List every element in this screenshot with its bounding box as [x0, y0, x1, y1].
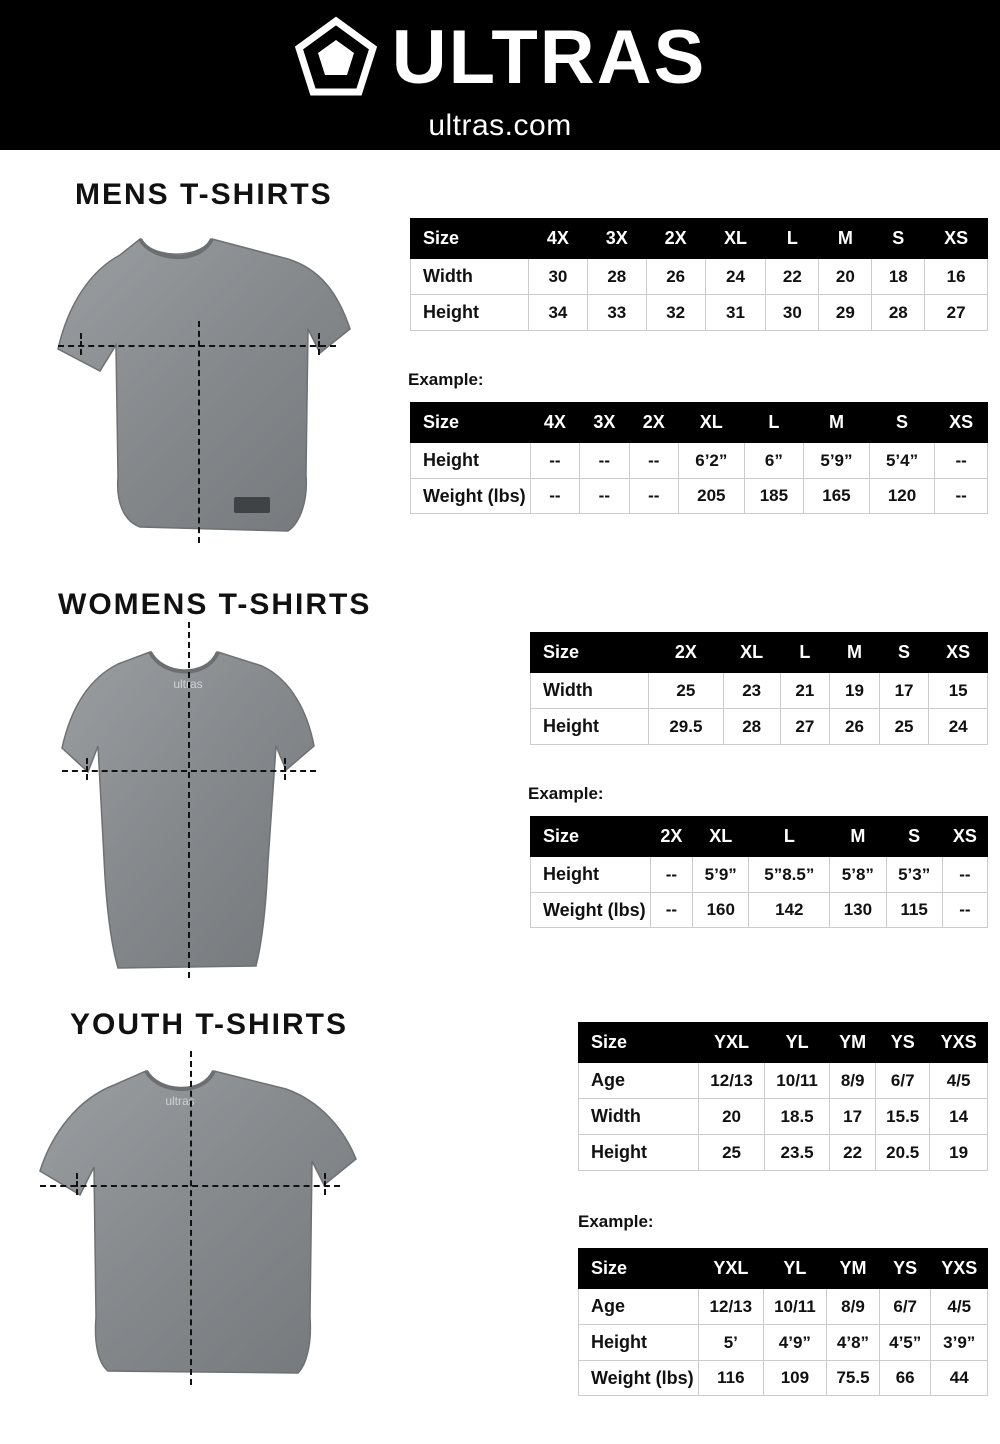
- cell: 22: [830, 1135, 876, 1171]
- col-header: YM: [830, 1023, 876, 1063]
- cell: 23: [723, 673, 780, 709]
- cell: 24: [929, 709, 988, 745]
- row-label: Age: [579, 1063, 699, 1099]
- cell: --: [530, 479, 579, 514]
- cell: 12/13: [699, 1289, 764, 1325]
- cell: 5”8.5”: [749, 857, 830, 893]
- cell: 26: [646, 259, 705, 295]
- cell: 10/11: [763, 1289, 826, 1325]
- cell: 130: [830, 893, 886, 928]
- row-label: Age: [579, 1289, 699, 1325]
- cell: 4’5”: [879, 1325, 931, 1361]
- col-header: XL: [723, 633, 780, 673]
- col-header: YXS: [931, 1249, 988, 1289]
- cell: 27: [780, 709, 830, 745]
- brand-domain: ultras.com: [428, 109, 572, 142]
- cell: --: [650, 857, 692, 893]
- cell: 29: [819, 295, 872, 331]
- row-label: Width: [579, 1099, 699, 1135]
- cell: 4/5: [931, 1289, 988, 1325]
- cell: 6/7: [876, 1063, 930, 1099]
- cell: 205: [679, 479, 745, 514]
- cell: 6/7: [879, 1289, 931, 1325]
- cell: 18.5: [765, 1099, 830, 1135]
- col-header: Size: [411, 219, 529, 259]
- cell: 5’3”: [886, 857, 942, 893]
- table-row: [531, 709, 988, 745]
- col-header: YM: [827, 1249, 880, 1289]
- mens-size-table: [410, 218, 988, 331]
- cell: 20: [699, 1099, 765, 1135]
- table-row: [579, 1361, 988, 1396]
- table-header-row: [411, 219, 988, 259]
- col-header: XS: [935, 403, 988, 443]
- cell: 20: [819, 259, 872, 295]
- cell: 5’: [699, 1325, 764, 1361]
- col-header: XS: [925, 219, 988, 259]
- cell: 15: [929, 673, 988, 709]
- cell: 44: [931, 1361, 988, 1396]
- mens-tshirt-illustration: [20, 225, 370, 545]
- cell: 21: [780, 673, 830, 709]
- row-label: Height: [579, 1325, 699, 1361]
- cell: 25: [699, 1135, 765, 1171]
- cell: 165: [804, 479, 870, 514]
- womens-example-label: Example:: [528, 784, 604, 803]
- row-label: Width: [531, 673, 649, 709]
- cell: 185: [744, 479, 804, 514]
- cell: 75.5: [827, 1361, 880, 1396]
- col-header: 4X: [530, 403, 579, 443]
- col-header: M: [819, 219, 872, 259]
- womens-tshirt-illustration: [40, 630, 340, 980]
- row-label: Height: [579, 1135, 699, 1171]
- svg-text:ultras: ultras: [173, 677, 203, 691]
- col-header: XL: [705, 219, 766, 259]
- row-label: Height: [411, 443, 531, 479]
- cell: 5’8”: [830, 857, 886, 893]
- col-header: XS: [942, 817, 987, 857]
- table-row: [579, 1063, 988, 1099]
- table-header-row: [531, 817, 988, 857]
- col-header: YL: [765, 1023, 830, 1063]
- cell: 19: [930, 1135, 988, 1171]
- svg-text:ultras: ultras: [165, 1094, 195, 1108]
- cell: 4’9”: [763, 1325, 826, 1361]
- cell: 115: [886, 893, 942, 928]
- cell: --: [580, 443, 629, 479]
- col-header: XL: [693, 817, 749, 857]
- col-header: Size: [579, 1023, 699, 1063]
- col-header: L: [766, 219, 819, 259]
- cell: 23.5: [765, 1135, 830, 1171]
- col-header: XS: [929, 633, 988, 673]
- col-header: YL: [763, 1249, 826, 1289]
- col-header: Size: [411, 403, 531, 443]
- table-row: [411, 479, 988, 514]
- cell: 66: [879, 1361, 931, 1396]
- col-header: M: [830, 817, 886, 857]
- table-row: [579, 1325, 988, 1361]
- womens-example-table: [530, 816, 988, 928]
- cell: 30: [766, 295, 819, 331]
- cell: 4/5: [930, 1063, 988, 1099]
- col-header: M: [830, 633, 880, 673]
- cell: 8/9: [827, 1289, 880, 1325]
- col-header: 2X: [650, 817, 692, 857]
- row-label: Width: [411, 259, 529, 295]
- table-row: [579, 1289, 988, 1325]
- row-label: Weight (lbs): [531, 893, 651, 928]
- cell: 14: [930, 1099, 988, 1135]
- col-header: YS: [879, 1249, 931, 1289]
- cell: 4’8”: [827, 1325, 880, 1361]
- brand-block: [0, 16, 1000, 143]
- brand-title: ULTRAS: [391, 15, 707, 100]
- cell: 10/11: [765, 1063, 830, 1099]
- cell: 3’9”: [931, 1325, 988, 1361]
- cell: --: [629, 443, 678, 479]
- cell: 160: [693, 893, 749, 928]
- col-header: YXL: [699, 1023, 765, 1063]
- table-row: [531, 673, 988, 709]
- table-row: [411, 295, 988, 331]
- cell: 29.5: [649, 709, 724, 745]
- youth-tshirt-illustration: [18, 1055, 378, 1385]
- cell: 25: [649, 673, 724, 709]
- section-title-youth: YOUTH T-SHIRTS: [70, 1008, 349, 1041]
- col-header: Size: [531, 817, 651, 857]
- cell: 8/9: [830, 1063, 876, 1099]
- cell: --: [530, 443, 579, 479]
- cell: 33: [587, 295, 646, 331]
- col-header: YS: [876, 1023, 930, 1063]
- cell: 31: [705, 295, 766, 331]
- col-header: 4X: [529, 219, 588, 259]
- col-header: S: [886, 817, 942, 857]
- col-header: YXS: [930, 1023, 988, 1063]
- cell: --: [935, 443, 988, 479]
- col-header: S: [872, 219, 925, 259]
- col-header: YXL: [699, 1249, 764, 1289]
- table-header-row: [411, 403, 988, 443]
- cell: 28: [723, 709, 780, 745]
- cell: --: [935, 479, 988, 514]
- cell: 34: [529, 295, 588, 331]
- cell: 22: [766, 259, 819, 295]
- mens-example-table: [410, 402, 988, 514]
- cell: 5’9”: [804, 443, 870, 479]
- cell: 28: [872, 295, 925, 331]
- section-title-womens: WOMENS T-SHIRTS: [58, 588, 372, 621]
- row-label: Height: [531, 857, 651, 893]
- row-label: Height: [411, 295, 529, 331]
- cell: 15.5: [876, 1099, 930, 1135]
- page-header: [0, 0, 1000, 150]
- row-label: Height: [531, 709, 649, 745]
- row-label: Weight (lbs): [579, 1361, 699, 1396]
- table-row: [531, 893, 988, 928]
- col-header: L: [749, 817, 830, 857]
- youth-example-table: [578, 1248, 988, 1396]
- table-row: [411, 259, 988, 295]
- cell: 116: [699, 1361, 764, 1396]
- cell: 26: [830, 709, 880, 745]
- table-header-row: [579, 1249, 988, 1289]
- cell: 142: [749, 893, 830, 928]
- mens-example-label: Example:: [408, 370, 484, 389]
- col-header: 2X: [646, 219, 705, 259]
- table-row: [411, 443, 988, 479]
- cell: --: [942, 893, 987, 928]
- cell: 5’9”: [693, 857, 749, 893]
- col-header: L: [744, 403, 804, 443]
- womens-size-table: [530, 632, 988, 745]
- pentagon-logo-icon: [294, 16, 378, 100]
- cell: 120: [869, 479, 935, 514]
- col-header: Size: [579, 1249, 699, 1289]
- cell: 17: [830, 1099, 876, 1135]
- col-header: M: [804, 403, 870, 443]
- cell: 27: [925, 295, 988, 331]
- col-header: XL: [679, 403, 745, 443]
- col-header: L: [780, 633, 830, 673]
- cell: --: [629, 479, 678, 514]
- table-header-row: [531, 633, 988, 673]
- table-header-row: [579, 1023, 988, 1063]
- cell: 109: [763, 1361, 826, 1396]
- cell: 20.5: [876, 1135, 930, 1171]
- table-row: [579, 1099, 988, 1135]
- table-row: [579, 1135, 988, 1171]
- col-header: 2X: [629, 403, 678, 443]
- cell: 25: [879, 709, 929, 745]
- cell: 6’2”: [679, 443, 745, 479]
- youth-example-label: Example:: [578, 1212, 654, 1231]
- section-title-mens: MENS T-SHIRTS: [75, 178, 333, 211]
- youth-size-table: [578, 1022, 988, 1171]
- cell: 24: [705, 259, 766, 295]
- cell: 18: [872, 259, 925, 295]
- row-label: Weight (lbs): [411, 479, 531, 514]
- col-header: 3X: [580, 403, 629, 443]
- cell: 30: [529, 259, 588, 295]
- col-header: S: [869, 403, 935, 443]
- cell: --: [580, 479, 629, 514]
- cell: 12/13: [699, 1063, 765, 1099]
- col-header: 3X: [587, 219, 646, 259]
- cell: 28: [587, 259, 646, 295]
- table-row: [531, 857, 988, 893]
- cell: 16: [925, 259, 988, 295]
- col-header: 2X: [649, 633, 724, 673]
- cell: 32: [646, 295, 705, 331]
- cell: --: [650, 893, 692, 928]
- cell: --: [942, 857, 987, 893]
- cell: 17: [879, 673, 929, 709]
- col-header: S: [879, 633, 929, 673]
- col-header: Size: [531, 633, 649, 673]
- cell: 19: [830, 673, 880, 709]
- cell: 5’4”: [869, 443, 935, 479]
- cell: 6”: [744, 443, 804, 479]
